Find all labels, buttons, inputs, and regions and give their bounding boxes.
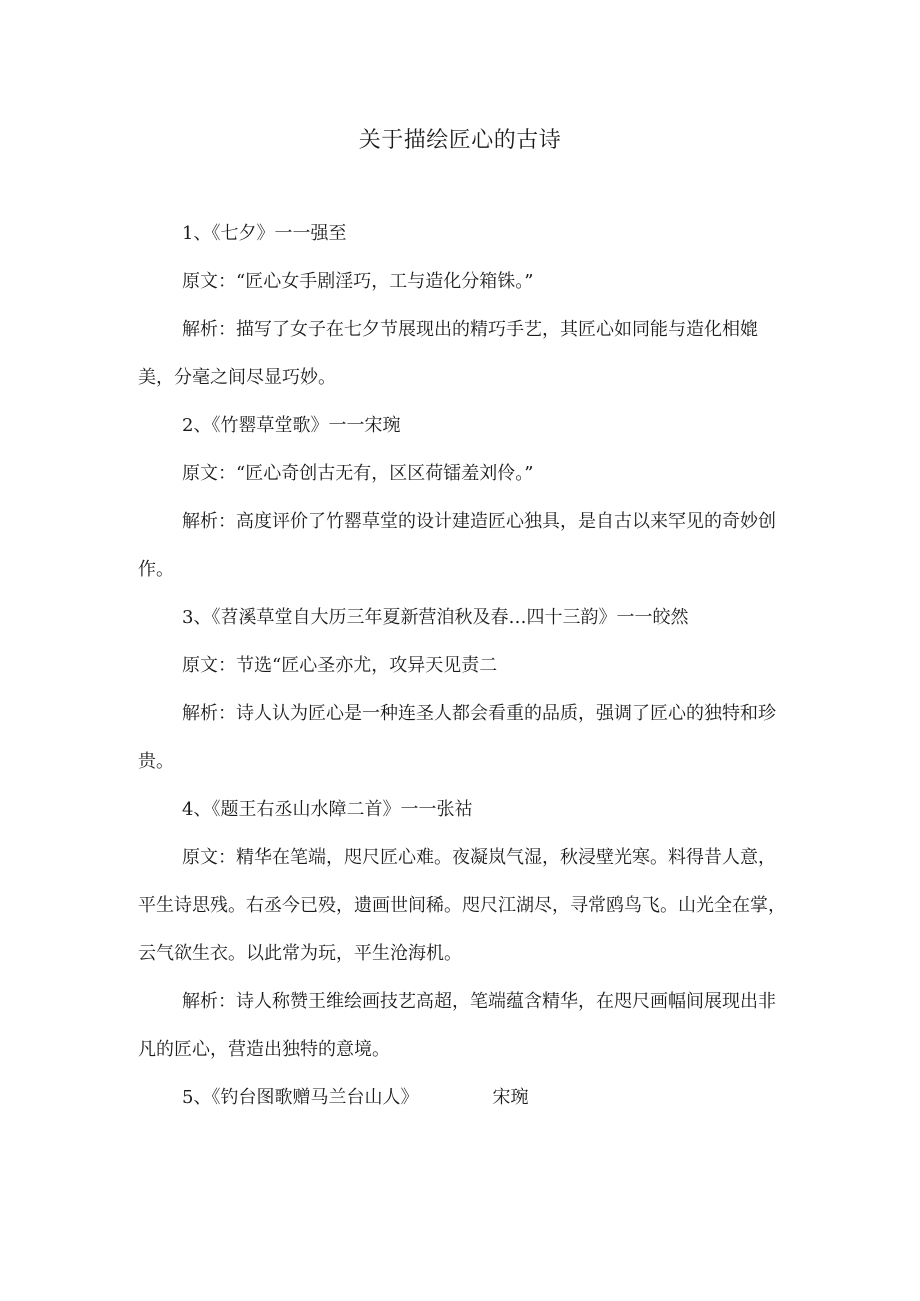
poem-heading-5-title: 5、《钓台图歌赠马兰台山人》: [182, 1087, 419, 1108]
poem-heading-5-author: 宋琬: [492, 1087, 529, 1108]
poem-original-1: 原文：“匠心女手剧淫巧，工与造化分箱铢。”: [182, 271, 534, 292]
poem-analysis-4: 解析：诗人称赞王维绘画技艺高超，笔端蕴含精华，在咫尺画幅间展现出非凡的匠心，营造出独特的意境。: [138, 991, 776, 1060]
poem-original-4: 原文：精华在笔端，咫尺匠心难。夜凝岚气湿，秋浸壁光寒。料得昔人意，平生诗思残。右丞今已殁，遗画世间稀。咫尺江湖尽，寻常鸥鸟飞。山光全在掌，云气欲生衣。以此常为玩，平生沧海机。: [138, 847, 786, 964]
poem-original-3: 原文：节选“匠心圣亦尤，攻异天见责二: [182, 655, 498, 676]
poem-analysis-1: 解析：描写了女子在七夕节展现出的精巧手艺，其匠心如同能与造化相媲美，分毫之间尽显巧妙。: [138, 319, 758, 388]
poem-heading-5: [138, 1074, 790, 1122]
page-title: 关于描绘匠心的古诗: [358, 128, 562, 153]
poem-analysis-3: 解析：诗人认为匠心是一种连圣人都会看重的品质，强调了匠心的独特和珍贵。: [138, 703, 776, 772]
poem-heading-2: 2、《竹罂草堂歌》一一宋琬: [182, 415, 401, 436]
poem-heading-1: 1、《七夕》一一强至: [182, 223, 347, 244]
poem-original-2: 原文：“匠心奇创古无有，区区荷镭羞刘伶。”: [182, 463, 534, 484]
poem-heading-3: 3、《苕溪草堂自大历三年夏新营洎秋及春…四十三韵》一一皎然: [182, 607, 689, 628]
poem-heading-4: 4、《题王右丞山水障二首》一一张祜: [182, 799, 473, 820]
poem-analysis-2: 解析：高度评价了竹罂草堂的设计建造匠心独具，是自古以来罕见的奇妙创作。: [138, 511, 776, 580]
